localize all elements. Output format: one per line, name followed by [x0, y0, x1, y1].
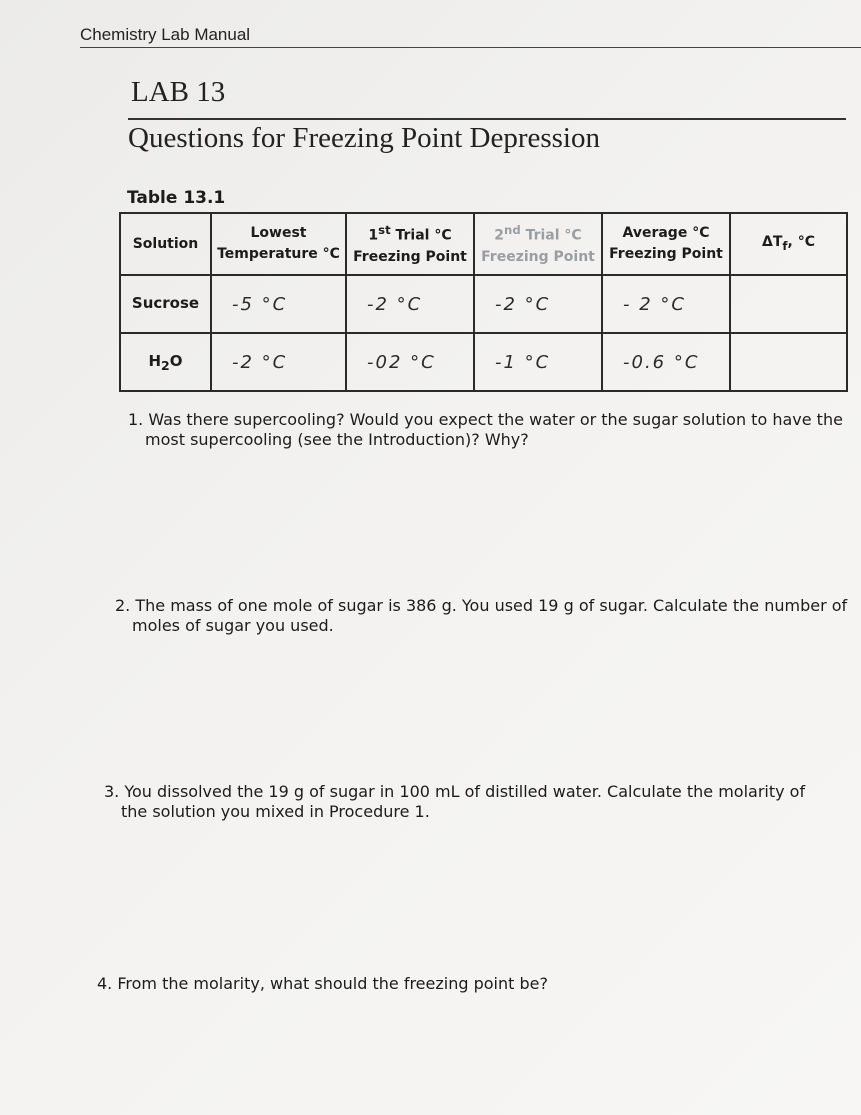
question-number: 4. [97, 974, 113, 993]
trial-1-cell: -02 °C [346, 333, 474, 391]
col-header-trial-1: 1st Trial °C Freezing Point [346, 213, 474, 275]
question-text: You dissolved the 19 g of sugar in 100 mL of distilled water. Calculate the molarity of [124, 782, 806, 801]
question-4 [97, 974, 548, 994]
table-row-water [120, 333, 847, 391]
col-header-trial-2: 2nd Trial °C Freezing Point [474, 213, 602, 275]
col-header-delta-tf: $\Delta T_f$, °C [730, 213, 847, 275]
lowest-temperature-cell: -2 °C [211, 333, 346, 391]
question-text: From the molarity, what should the freezing point be? [117, 974, 548, 993]
manual-title: Chemistry Lab Manual [80, 25, 251, 44]
average-cell: - 2 °C [602, 275, 730, 333]
question-text-cont: the solution you mixed in Procedure 1. [121, 802, 430, 821]
manual-header [80, 25, 861, 48]
col-header-solution: Solution [120, 213, 211, 275]
question-1 [128, 410, 843, 450]
solution-cell: $H_2O$ [120, 333, 211, 391]
data-table [119, 212, 848, 392]
table-row-sucrose [120, 275, 847, 333]
col-header-lowest-temperature: Lowest Temperature °C [211, 213, 346, 275]
question-number: 1. [128, 410, 144, 429]
page-title: Questions for Freezing Point Depression [128, 118, 846, 155]
lowest-temperature-cell: -5 °C [211, 275, 346, 333]
table-caption: Table 13.1 [127, 188, 226, 208]
delta-tf-cell [730, 333, 847, 391]
trial-1-cell: -2 °C [346, 275, 474, 333]
question-2 [115, 596, 847, 636]
trial-2-cell: -1 °C [474, 333, 602, 391]
question-3 [104, 782, 805, 822]
solution-cell: Sucrose [120, 275, 211, 333]
question-text: Was there supercooling? Would you expect the water or the sugar solution to have the [148, 410, 843, 429]
lab-title: LAB 13 [131, 76, 226, 108]
question-text-cont: most supercooling (see the Introduction)? Why? [145, 430, 529, 449]
question-text: The mass of one mole of sugar is 386 g. You used 19 g of sugar. Calculate the number of [135, 596, 848, 615]
question-text-cont: moles of sugar you used. [132, 616, 334, 635]
table-header-row [120, 213, 847, 275]
question-number: 3. [104, 782, 120, 801]
average-cell: -0.6 °C [602, 333, 730, 391]
trial-2-cell: -2 °C [474, 275, 602, 333]
delta-tf-cell [730, 275, 847, 333]
question-number: 2. [115, 596, 131, 615]
col-header-average: Average °C Freezing Point [602, 213, 730, 275]
